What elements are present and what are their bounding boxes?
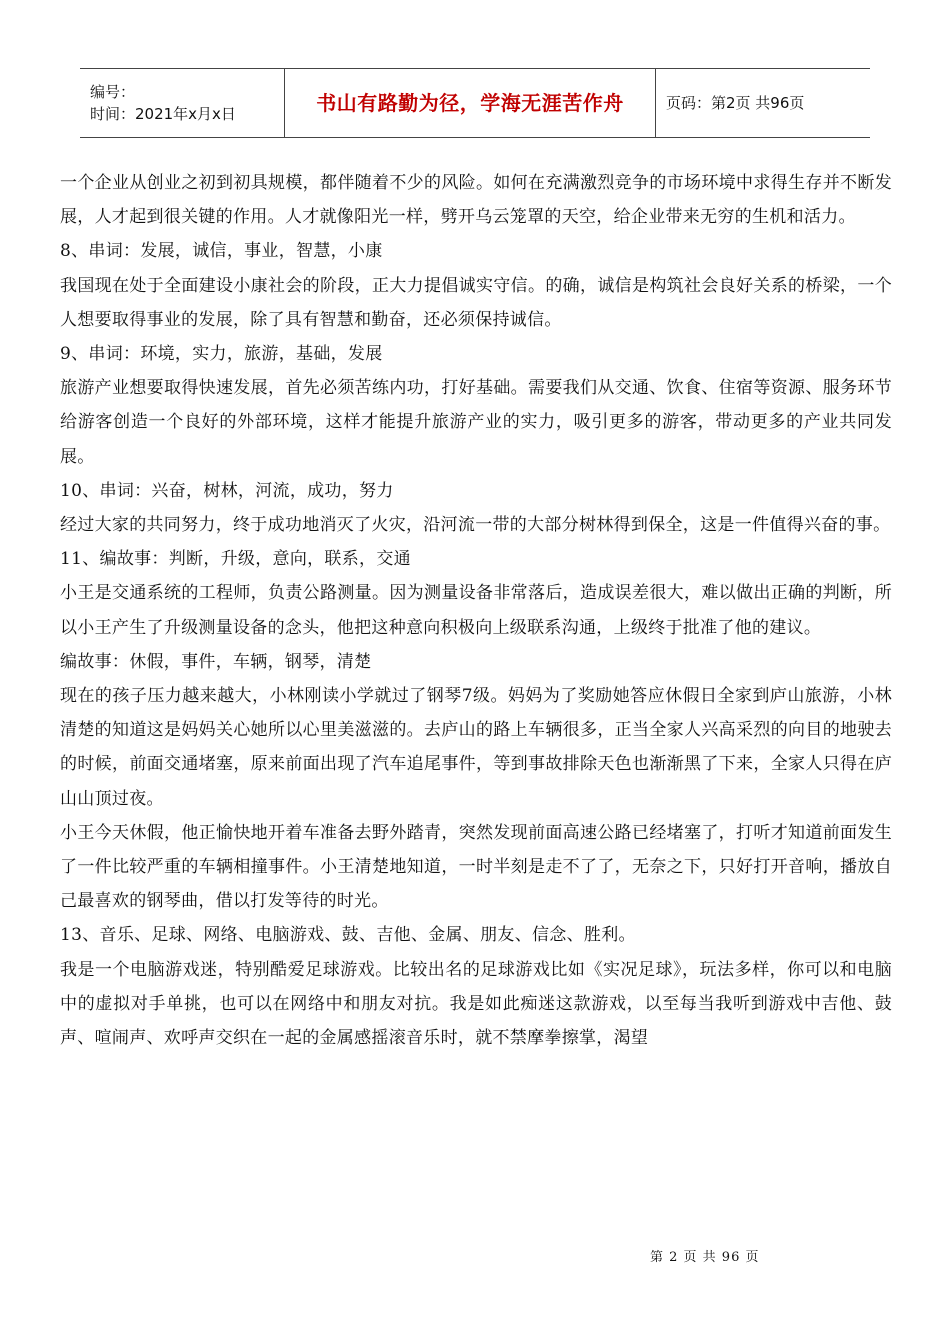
header-page-label: 页码：第2页 共96页 — [666, 94, 805, 112]
body-paragraph: 现在的孩子压力越来越大，小林刚读小学就过了钢琴7级。妈妈为了奖励她答应休假日全家到庐山旅游，小林清楚的知道这是妈妈关心她所以心里美滋滋的。去庐山的路上车辆很多，正当全家人兴高采烈的向目的地驶去的时候，前面交通堵塞，原来前面出现了汽车追尾事件，等到事故排除天色也渐渐黑了下来，全家人只得在庐山山顶过夜。 — [60, 686, 892, 809]
section-heading-story: 编故事：休假，事件，车辆，钢琴，清楚 — [60, 651, 372, 672]
document-date-label: 时间：2021年x月x日 — [90, 105, 236, 123]
body-paragraph: 小王是交通系统的工程师，负责公路测量。因为测量设备非常落后，造成误差很大，难以做出正确的判断，所以小王产生了升级测量设备的念头，他把这种意向积极向上级联系沟通，上级终于批准了他的建议。 — [60, 583, 892, 638]
page-footer: 第 2 页 共 96 页 — [650, 1250, 760, 1265]
body-paragraph: 经过大家的共同努力，终于成功地消灭了火灾，沿河流一带的大部分树林得到保全，这是一件值得兴奋的事。 — [60, 515, 891, 536]
body-paragraph: 一个企业从创业之初到初具规模，都伴随着不少的风险。如何在充满激烈竞争的市场环境中求得生存并不断发展，人才起到很关键的作用。人才就像阳光一样，劈开乌云笼罩的天空，给企业带来无穷的生机和活力。 — [60, 173, 892, 228]
header-motto-cell — [285, 69, 656, 137]
section-heading-9: 9、串词：环境，实力，旅游，基础，发展 — [60, 344, 383, 365]
document-header — [80, 68, 870, 138]
document-number-label: 编号： — [90, 83, 136, 101]
section-heading-11: 11、编故事：判断，升级，意向，联系，交通 — [60, 549, 411, 570]
section-heading-10: 10、串词：兴奋，树林，河流，成功，努力 — [60, 480, 394, 501]
header-motto: 书山有路勤为径，学海无涯苦作舟 — [316, 91, 624, 115]
section-heading-13: 13、音乐、足球、网络、电脑游戏、鼓、吉他、金属、朋友、信念、胜利。 — [60, 925, 636, 946]
body-paragraph: 我是一个电脑游戏迷，特别酷爱足球游戏。比较出名的足球游戏比如《实况足球》，玩法多样，你可以和电脑中的虚拟对手单挑，也可以在网络中和朋友对抗。我是如此痴迷这款游戏，以至每当我听到游戏中吉他、鼓声、喧闹声、欢呼声交织在一起的金属感摇滚音乐时，就不禁摩拳擦掌，渴望 — [60, 959, 892, 1049]
body-paragraph: 旅游产业想要取得快速发展，首先必须苦练内功，打好基础。需要我们从交通、饮食、住宿等资源、服务环节给游客创造一个良好的外部环境，这样才能提升旅游产业的实力，吸引更多的游客，带动更多的产业共同发展。 — [60, 378, 892, 467]
header-left-cell — [80, 69, 285, 137]
document-body — [60, 166, 892, 1055]
body-paragraph: 小王今天休假，他正愉快地开着车准备去野外踏青，突然发现前面高速公路已经堵塞了，打听才知道前面发生了一件比较严重的车辆相撞事件。小王清楚地知道，一时半刻是走不了了，无奈之下，只好打开音响，播放自己最喜欢的钢琴曲，借以打发等待的时光。 — [60, 822, 892, 912]
section-heading-8: 8、串词：发展，诚信，事业，智慧，小康 — [60, 241, 383, 262]
header-right-cell — [656, 69, 870, 137]
body-paragraph: 我国现在处于全面建设小康社会的阶段，正大力提倡诚实守信。的确，诚信是构筑社会良好关系的桥梁，一个人想要取得事业的发展，除了具有智慧和勤奋，还必须保持诚信。 — [60, 275, 892, 330]
